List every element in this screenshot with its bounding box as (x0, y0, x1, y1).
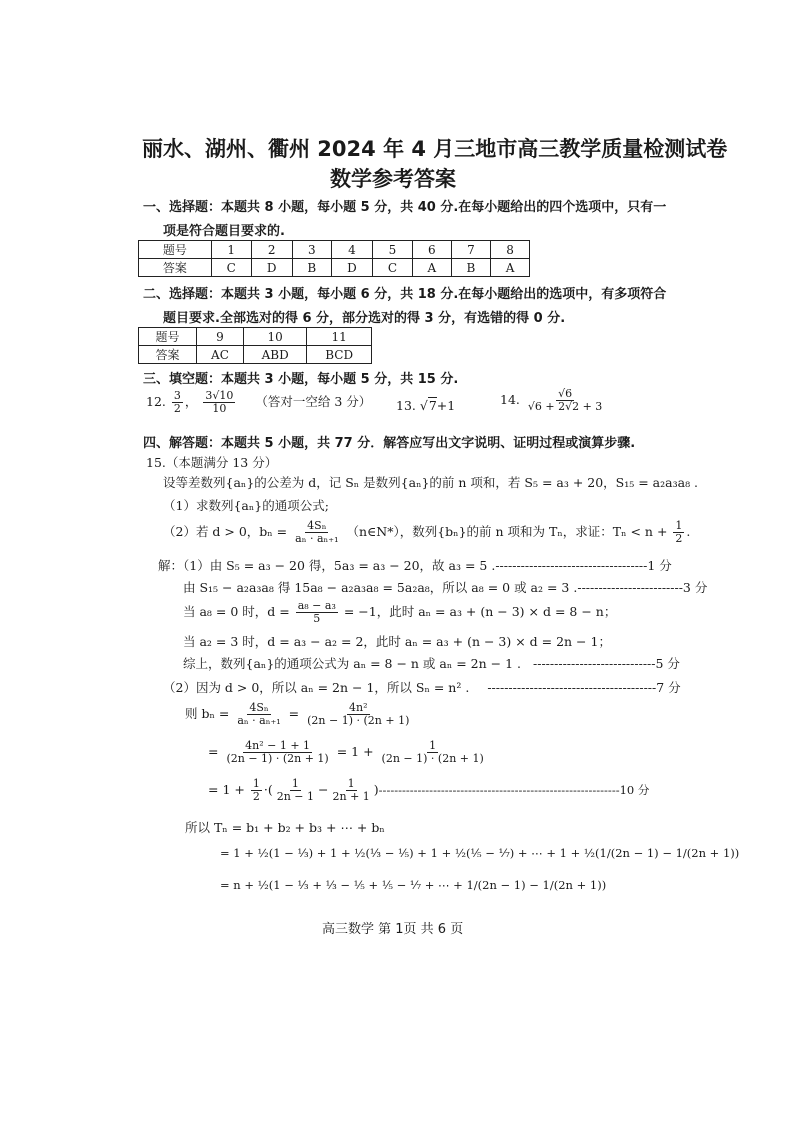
q13-label: 13. (396, 398, 416, 413)
q12-sep: ， (184, 394, 198, 409)
part2-text-c: . (686, 524, 691, 539)
section2-header-line2: 题目要求.全部选对的得 6 分，部分选对的得 3 分，有选错的得 0 分. (163, 311, 566, 326)
table-cell-answer: D (251, 259, 292, 277)
table-cell-number: 10 (244, 328, 307, 346)
solution-l7-num1: 4Sₙ (249, 701, 269, 714)
solution-l3-text-a: 当 a₈ = 0 时，d = (183, 604, 290, 619)
solution-l7-text: 则 bₙ = (185, 706, 230, 721)
solution-line-2 (183, 578, 707, 596)
table-cell-number: 3 (292, 241, 331, 259)
solution-l1-text: 解：（1）由 S₅ = a₃ − 20 得，5a₃ = a₃ − 20，故 a₃ = 5 . (158, 558, 496, 573)
part2-text-b: （n∈N*），数列{bₙ}的前 n 项和为 Tₙ，求证：Tₙ < n + (346, 524, 668, 539)
solution-l9-fraction-1 (275, 778, 316, 803)
solution-line-5 (183, 654, 680, 672)
solution-l9-den2: 2n + 1 (332, 790, 370, 803)
section2-header-line1: 二、选择题：本题共 3 小题，每小题 6 分，共 18 分.在每小题给出的选项中，有多项符合 (143, 287, 667, 302)
table-row-label: 题号 (139, 328, 197, 346)
solution-l9-dot: ·( (263, 782, 273, 797)
solution-line-12: = n + ½(1 − ⅓ + ⅓ − ⅕ + ⅕ − ⅐ + ⋯ + 1/(2n − 1) − 1/(2n + 1)) (220, 878, 607, 892)
solution-l3-num: a₈ − a₃ (297, 599, 336, 612)
table-cell-number: 9 (196, 328, 243, 346)
table-cell-answer: B (292, 259, 331, 277)
solution-l9-num2: 1 (347, 777, 355, 790)
table-row-numbers (139, 241, 530, 259)
solution-l9-score: --------------------------------------------------------------10 分 (378, 783, 650, 797)
table-cell-answer: A (412, 259, 451, 277)
part2-frac-den: aₙ · aₙ₊₁ (295, 532, 339, 545)
solution-l9-h-den: 2 (252, 790, 260, 803)
q13-root: 7 (428, 398, 437, 413)
solution-l9-minus: − (318, 782, 329, 797)
table-cell-answer: BCD (307, 346, 372, 364)
solution-l7-fraction-1 (235, 702, 282, 727)
solution-l3-fraction (296, 600, 338, 625)
table-cell-answer: C (211, 259, 251, 277)
solution-line-4: 当 a₂ = 3 时，d = a₃ − a₂ = 2，此时 aₙ = a₃ + (n − 3) × d = 2n − 1； (183, 634, 611, 649)
solution-l7-eq: = (288, 706, 300, 721)
solution-l5-text: 综上，数列{aₙ}的通项公式为 aₙ = 8 − n 或 aₙ = 2n − 1 . (183, 656, 521, 671)
solution-l3-text-b: = −1，此时 aₙ = a₃ + (n − 3) × d = 8 − n； (343, 604, 617, 619)
q12-frac2-den: 10 (212, 402, 227, 415)
part2-fraction-half (673, 520, 684, 545)
table-cell-number: 11 (307, 328, 372, 346)
solution-l9-num1: 1 (291, 777, 299, 790)
solution-l8-num2: 1 (429, 739, 437, 752)
q14-den: √6 + 2√2 + 3 (527, 400, 603, 413)
page-footer: 高三数学 第 1页 共 6 页 (322, 922, 464, 937)
table-row-label: 题号 (139, 241, 212, 259)
solution-line-8 (208, 740, 488, 765)
solution-l1-score: ------------------------------------1 分 (495, 558, 672, 573)
q15-title: 15.（本题满分 13 分） (146, 455, 278, 470)
table-cell-number: 6 (412, 241, 451, 259)
q13-rest: +1 (436, 398, 456, 413)
q15-part1: （1）求数列{aₙ}的通项公式; (163, 498, 329, 513)
solution-l6-score: ----------------------------------------7 分 (487, 680, 681, 695)
solution-line-6 (163, 678, 681, 696)
solution-l5-score: -----------------------------5 分 (533, 656, 680, 671)
table-cell-number: 4 (331, 241, 372, 259)
section2-answer-table (138, 327, 372, 364)
q14-answer (500, 388, 606, 413)
solution-l9-text: = 1 + (208, 782, 245, 797)
solution-line-9 (208, 778, 649, 803)
table-cell-answer: AC (196, 346, 243, 364)
solution-l3-den: 5 (313, 612, 321, 625)
q14-num: √6 (558, 387, 573, 400)
section1-header-line2: 项是符合题目要求的. (163, 224, 285, 239)
section1-header-line1: 一、选择题：本题共 8 小题，每小题 5 分，共 40 分.在每小题给出的四个选项中，只有一 (143, 200, 667, 215)
table-row-label: 答案 (139, 259, 212, 277)
section1-answer-table (138, 240, 530, 277)
doc-title-line2: 数学参考答案 (330, 167, 456, 191)
q12-answer (146, 390, 371, 415)
part2-frac-num: 4Sₙ (307, 519, 327, 532)
part2-fraction-b (293, 520, 340, 545)
solution-l9-close: ) (373, 782, 379, 797)
doc-title-line1: 丽水、湖州、衢州 2024 年 4 月三地市高三教学质量检测试卷 (142, 137, 728, 161)
table-cell-answer: C (372, 259, 412, 277)
table-cell-number: 2 (251, 241, 292, 259)
solution-l8-den2: (2n − 1) · (2n + 1) (381, 752, 484, 765)
q12-frac1-num: 3 (173, 389, 181, 402)
solution-l9-fraction-2 (330, 778, 371, 803)
solution-l9-half (251, 778, 262, 803)
table-cell-number: 1 (211, 241, 251, 259)
table-row-numbers (139, 328, 372, 346)
table-cell-answer: ABD (244, 346, 307, 364)
solution-l7-num2: 4n² (349, 701, 368, 714)
solution-line-7 (185, 702, 413, 727)
q13-answer: 13. √7+1 (396, 398, 456, 413)
solution-line-1 (158, 556, 672, 574)
table-cell-answer: D (331, 259, 372, 277)
solution-line-3 (183, 600, 616, 625)
solution-l7-den2: (2n − 1) · (2n + 1) (307, 714, 410, 727)
solution-line-11: = 1 + ½(1 − ⅓) + 1 + ½(⅓ − ⅕) + 1 + ½(⅕ − ⅐) + ⋯ + 1 + ½(1/(2n − 1) − 1/(2n + 1)) (220, 846, 740, 860)
solution-l2-score: -------------------------3 分 (577, 580, 708, 595)
q12-fraction-2 (203, 390, 235, 415)
solution-l9-h-num: 1 (252, 777, 260, 790)
solution-l6-text: （2）因为 d > 0，所以 aₙ = 2n − 1，所以 Sₙ = n² . (163, 680, 470, 695)
section3-header: 三、填空题：本题共 3 小题，每小题 5 分，共 15 分. (143, 372, 459, 387)
part2-text-a: （2）若 d > 0，bₙ = (163, 524, 288, 539)
solution-l7-fraction-2 (305, 702, 411, 727)
solution-l8-fraction-1 (224, 740, 330, 765)
solution-l8-fraction-2 (380, 740, 486, 765)
q15-part2 (163, 520, 690, 545)
q12-frac1-den: 2 (173, 402, 181, 415)
solution-l8-eq: = (208, 744, 219, 759)
section4-header: 四、解答题：本题共 5 小题，共 77 分．解答应写出文字说明、证明过程或演算步骤. (143, 436, 636, 451)
solution-l8-mid: = 1 + (336, 744, 374, 759)
solution-line-10: 所以 Tₙ = b₁ + b₂ + b₃ + ⋯ + bₙ (185, 820, 385, 835)
table-cell-number: 5 (372, 241, 412, 259)
table-cell-answer: A (491, 259, 530, 277)
solution-l8-den1: (2n − 1) · (2n + 1) (226, 752, 329, 765)
table-row-answers (139, 259, 530, 277)
q14-label: 14. (500, 392, 520, 407)
q12-note: （答对一空给 3 分） (255, 394, 372, 409)
q12-frac2-num: 3√10 (205, 389, 234, 402)
table-row-label: 答案 (139, 346, 197, 364)
part2-frac2-den: 2 (675, 532, 683, 545)
q12-label: 12. (146, 394, 166, 409)
solution-l2-text: 由 S₁₅ − a₂a₃a₈ 得 15a₈ − a₂a₃a₈ = 5a₂a₈，所以 a₈ = 0 或 a₂ = 3 . (183, 580, 578, 595)
solution-l7-den1: aₙ · aₙ₊₁ (237, 714, 281, 727)
table-row-answers (139, 346, 372, 364)
table-cell-number: 8 (491, 241, 530, 259)
q12-fraction-1 (172, 390, 183, 415)
solution-l8-num1: 4n² − 1 + 1 (245, 739, 311, 752)
table-cell-number: 7 (451, 241, 490, 259)
part2-frac2-num: 1 (675, 519, 683, 532)
q14-fraction (526, 388, 604, 413)
q15-problem: 设等差数列{aₙ}的公差为 d，记 Sₙ 是数列{aₙ}的前 n 项和，若 S₅ = a₃ + 20，S₁₅ = a₂a₃a₈ . (163, 475, 699, 490)
solution-l9-den1: 2n − 1 (276, 790, 314, 803)
table-cell-answer: B (451, 259, 490, 277)
